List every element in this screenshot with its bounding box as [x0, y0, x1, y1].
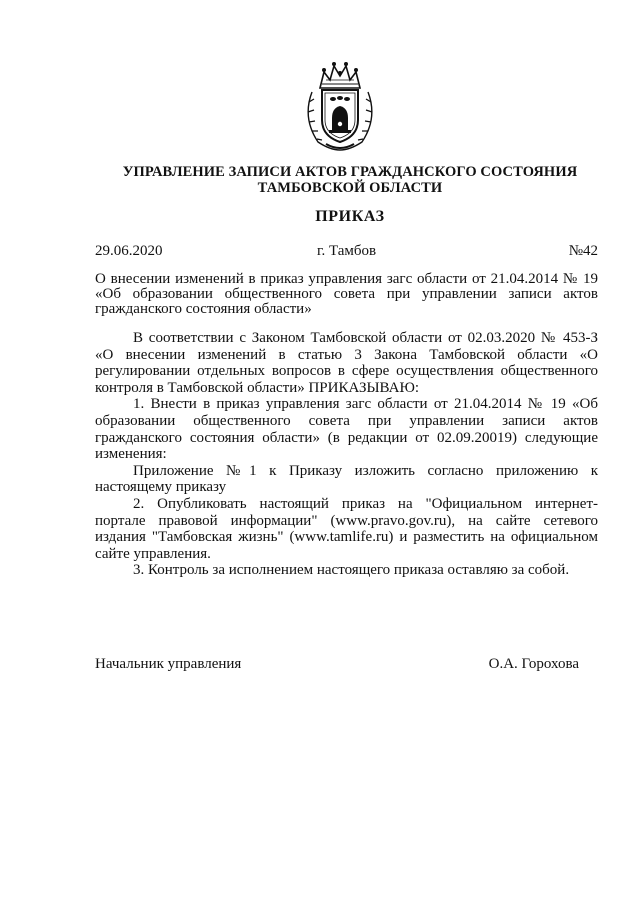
body-line: «О внесении изменений в статью 3 Закона Тамбовской области «О — [95, 346, 598, 363]
body-line: Приложение №1 к Приказу изложить согласно приложению к — [133, 462, 598, 479]
body-line: изменения: — [95, 446, 167, 463]
organization-name-line2: ТАМБОВСКОЙ ОБЛАСТИ — [257, 180, 443, 196]
organization-name-line1: УПРАВЛЕНИЕ ЗАПИСИ АКТОВ ГРАЖДАНСКОГО СОСТОЯНИЯ — [122, 164, 578, 180]
item-3-paragraph — [95, 562, 598, 579]
document-number: №42 — [568, 243, 598, 259]
item-2-paragraph — [95, 496, 598, 562]
document-type-title: ПРИКАЗ — [315, 208, 385, 225]
body-line: 1. Внести в приказ управления загс области от 21.04.2014 № 19 «Об — [133, 396, 598, 413]
body-line: контроля в Тамбовской области» ПРИКАЗЫВАЮ: — [95, 379, 420, 396]
body-line: регулировании отдельных вопросов в сфере осуществления общественного — [95, 363, 598, 380]
subject-line: О внесении изменений в приказ управления загс области от 21.04.2014 № 19 — [95, 271, 598, 287]
signatory-position: Начальник управления — [95, 656, 242, 672]
tambov-coat-of-arms-icon — [296, 58, 384, 154]
body-line: настоящему приказу — [95, 479, 227, 496]
signatory-name: О.А. Горохова — [488, 656, 579, 672]
body-line: гражданского состояния области» (в редакции от 02.09.20019) следующие — [95, 429, 598, 446]
subject-line: гражданского состояния области» — [95, 301, 312, 317]
document-date: 29.06.2020 — [95, 243, 163, 259]
body-line: В соответствии с Законом Тамбовской области от 02.03.2020 № 453-З — [133, 330, 598, 346]
body-line: издания "Тамбовская жизнь" (www.tamlife.ru) и разместить на официальном — [95, 529, 598, 546]
document-subject — [95, 272, 598, 317]
body-line: портале правовой информации" (www.pravo.gov.ru), на сайте сетевого — [95, 512, 598, 529]
body-line: сайте управления. — [95, 545, 211, 562]
item-1-sub-paragraph — [95, 463, 598, 496]
body-line: образовании общественного совета при управлении записи актов — [95, 412, 598, 429]
body-line: 2. Опубликовать настоящий приказ на "Официальном интернет- — [133, 495, 598, 512]
document-city: г. Тамбов — [317, 243, 377, 259]
subject-line: «Об образовании общественного совета при управлении записи актов — [95, 286, 598, 302]
document-body — [95, 330, 598, 579]
signature-block — [95, 656, 579, 676]
document-meta-row — [95, 243, 598, 263]
body-line: 3. Контроль за исполнением настоящего приказа оставляю за собой. — [133, 562, 570, 579]
preamble-paragraph — [95, 330, 598, 396]
item-1-paragraph — [95, 396, 598, 462]
